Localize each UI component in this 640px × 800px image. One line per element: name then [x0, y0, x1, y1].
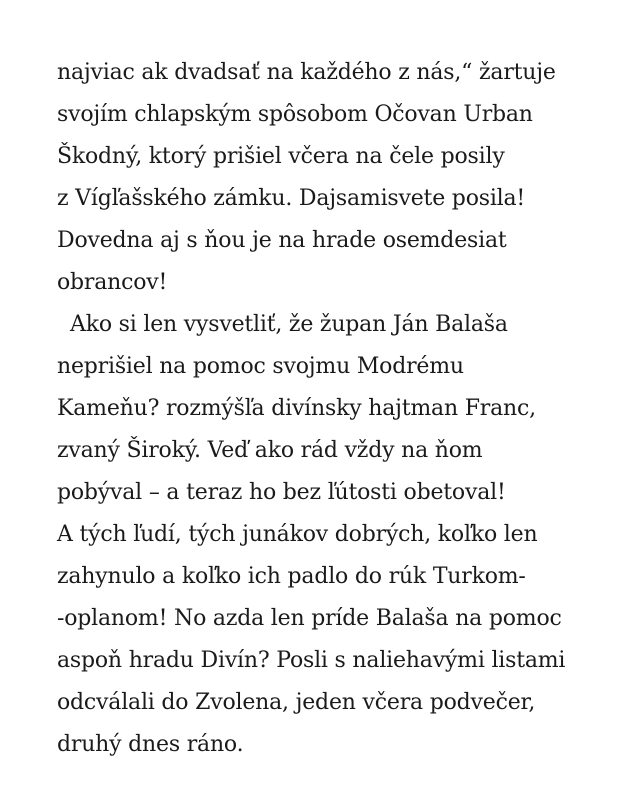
text-line: zahynulo a koľko ich padlo do rúk Turkom- [57, 564, 526, 589]
text-line: najviac ak dvadsať na každého z nás,“ žartuje [57, 60, 556, 85]
text-line: -oplanom! No azda len príde Balaša na pomoc [57, 606, 562, 631]
text-line: Kameňu? rozmýšľa divínsky hajtman Franc, [57, 396, 536, 421]
body-text [57, 52, 617, 766]
text-line: svojím chlapským spôsobom Očovan Urban [57, 102, 533, 127]
text-line: A tých ľudí, tých junákov dobrých, koľko len [57, 522, 538, 547]
text-line: z Vígľašského zámku. Dajsamisvete posila! [57, 186, 526, 211]
text-line: obrancov! [57, 270, 168, 295]
text-line: Škodný, ktorý prišiel včera na čele posily [57, 144, 505, 169]
text-line: Dovedna aj s ňou je na hrade osemdesiat [57, 228, 507, 253]
text-line: neprišiel na pomoc svojmu Modrému [57, 354, 464, 379]
text-line: druhý dnes ráno. [57, 732, 244, 757]
text-line: odcválali do Zvolena, jeden včera podvečer, [57, 690, 536, 715]
text-line: pobýval – a teraz ho bez ľútosti obetoval! [57, 480, 506, 505]
text-line: zvaný Široký. Veď ako rád vždy na ňom [57, 438, 483, 463]
text-line: aspoň hradu Divín? Posli s naliehavými listami [57, 648, 566, 673]
paragraph-start-line: Ako si len vysvetliť, že župan Ján Balaša [70, 312, 508, 337]
